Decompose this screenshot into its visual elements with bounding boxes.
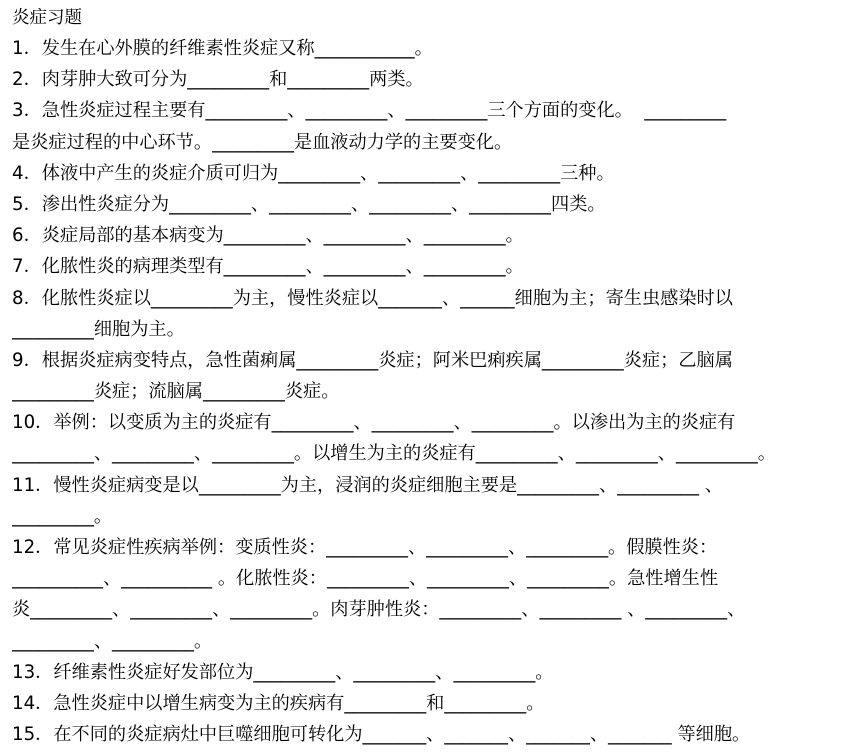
question-3-line-1: 3．急性炎症过程主要有_________、_________、_________三个方面的变化。 _________ [12,100,727,122]
question-12-line-3: 炎_________、_________、_________。肉芽肿性炎：_________、_________ 、_________、 [12,599,746,621]
question-12-line-2: __________、__________ 。化脓性炎：_________、_________、_________。急性增生性 [12,568,719,590]
question-10-line-1: 10．举例：以变质为主的炎症有_________、_________、_________。以渗出为主的炎症有 [12,412,736,434]
question-11-line-1: 11．慢性炎症病变是以_________为主，浸润的炎症细胞主要是_________、_________ 、 [12,474,723,496]
question-12-line-1: 12．常见炎症性疾病举例：变质性炎：_________、_________、_________。假膜性炎： [12,537,718,558]
question-3-line-2: 是炎症过程的中心环节。_________是血液动力学的主要变化。 [12,131,513,153]
question-2-line: 2．肉芽肿大致可分为_________和_________两类。 [12,69,424,91]
question-15-line: 15．在不同的炎症病灶中巨噬细胞可转化为_______、_______、_______、_______ 等细胞。 [12,724,751,746]
question-11-line-2: _________。 [12,505,113,527]
question-1-line: 1．发生在心外膜的纤维素性炎症又称___________。 [12,38,433,59]
question-8-line-1: 8．化脓性炎症以_________为主，慢性炎症以_______、______细胞为主；寄生虫感染时以 [12,287,733,309]
question-8-line-2: _________细胞为主。 [12,318,185,340]
question-4-line: 4．体液中产生的炎症介质可归为_________、_________、_________三种。 [12,162,615,184]
question-7-line: 7．化脓性炎的病理类型有_________、_________、_________。 [12,256,524,278]
question-9-line-1: 9．根据炎症病变特点，急性菌痢属_________炎症；阿米巴痢疾属_________炎症；乙脑属 [12,349,733,371]
worksheet-document [12,4,848,750]
question-12-line-4: _________、_________。 [12,630,213,652]
question-13-line: 13．纤维素性炎症好发部位为_________、_________、_________。 [12,661,554,683]
question-14-line: 14．急性炎症中以增生病变为主的疾病有_________和_________。 [12,692,545,714]
document-title: 炎症习题 [12,8,82,28]
question-10-line-2: _________、_________、_________。以增生为主的炎症有_________、_________、_________。 [12,443,776,465]
question-5-line: 5．渗出性炎症分为_________、_________、_________、_________四类。 [12,193,606,215]
question-6-line: 6．炎症局部的基本病变为_________、_________、_________。 [12,225,524,247]
question-9-line-2: _________炎症；流脑属_________炎症。 [12,381,340,403]
